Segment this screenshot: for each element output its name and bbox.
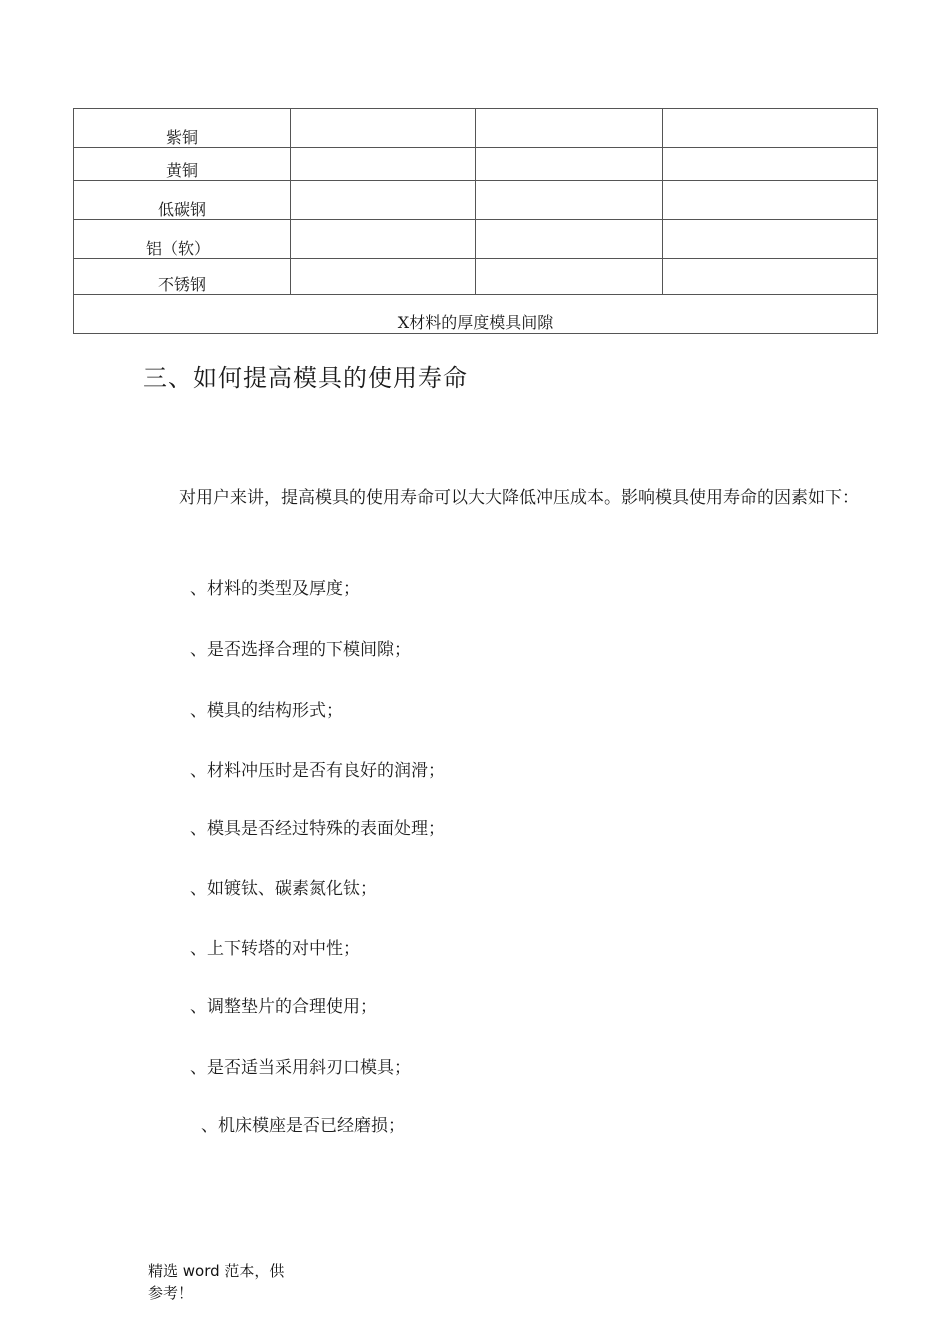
factor-item: 、材料的类型及厚度； [190, 579, 360, 599]
material-cell: 低碳钢 [74, 181, 291, 220]
empty-cell [476, 181, 663, 220]
material-cell: 黄铜 [74, 148, 291, 181]
material-clearance-table [73, 108, 878, 334]
table-caption-row [74, 295, 878, 334]
empty-cell [291, 109, 476, 148]
table-row [74, 109, 878, 148]
factor-item: 、材料冲压时是否有良好的润滑； [190, 761, 445, 781]
footer-note [148, 1260, 298, 1304]
table-row [74, 148, 878, 181]
factor-item: 、是否适当采用斜刃口模具； [190, 1058, 411, 1078]
empty-cell [663, 109, 878, 148]
factor-item: 、机床模座是否已经磨损； [201, 1116, 405, 1136]
section-heading: 三、如何提高模具的使用寿命 [143, 364, 468, 392]
empty-cell [663, 148, 878, 181]
empty-cell [663, 259, 878, 295]
footer-note-line: 精选 word 范本，供 [148, 1262, 285, 1280]
factor-item: 、是否选择合理的下模间隙； [190, 640, 411, 660]
factor-item: 、调整垫片的合理使用； [190, 997, 377, 1017]
factor-item: 、模具是否经过特殊的表面处理； [190, 819, 445, 839]
empty-cell [291, 259, 476, 295]
empty-cell [663, 220, 878, 259]
empty-cell [476, 220, 663, 259]
factor-item: 、模具的结构形式； [190, 701, 343, 721]
empty-cell [291, 220, 476, 259]
empty-cell [291, 148, 476, 181]
empty-cell [476, 109, 663, 148]
material-cell: 不锈钢 [74, 259, 291, 295]
empty-cell [663, 181, 878, 220]
material-cell: 紫铜 [74, 109, 291, 148]
table-row [74, 181, 878, 220]
table-row [74, 220, 878, 259]
table-caption: X材料的厚度模具间隙 [74, 295, 878, 334]
empty-cell [291, 181, 476, 220]
empty-cell [476, 259, 663, 295]
empty-cell [476, 148, 663, 181]
table-row [74, 259, 878, 295]
factor-item: 、如镀钛、碳素氮化钛； [190, 879, 377, 899]
material-cell: 铝（软） [74, 220, 291, 259]
intro-paragraph: 对用户来讲，提高模具的使用寿命可以大大降低冲压成本。影响模具使用寿命的因素如下： [179, 488, 859, 508]
footer-note-line: 参考！ [148, 1284, 194, 1302]
factor-item: 、上下转塔的对中性； [190, 939, 360, 959]
